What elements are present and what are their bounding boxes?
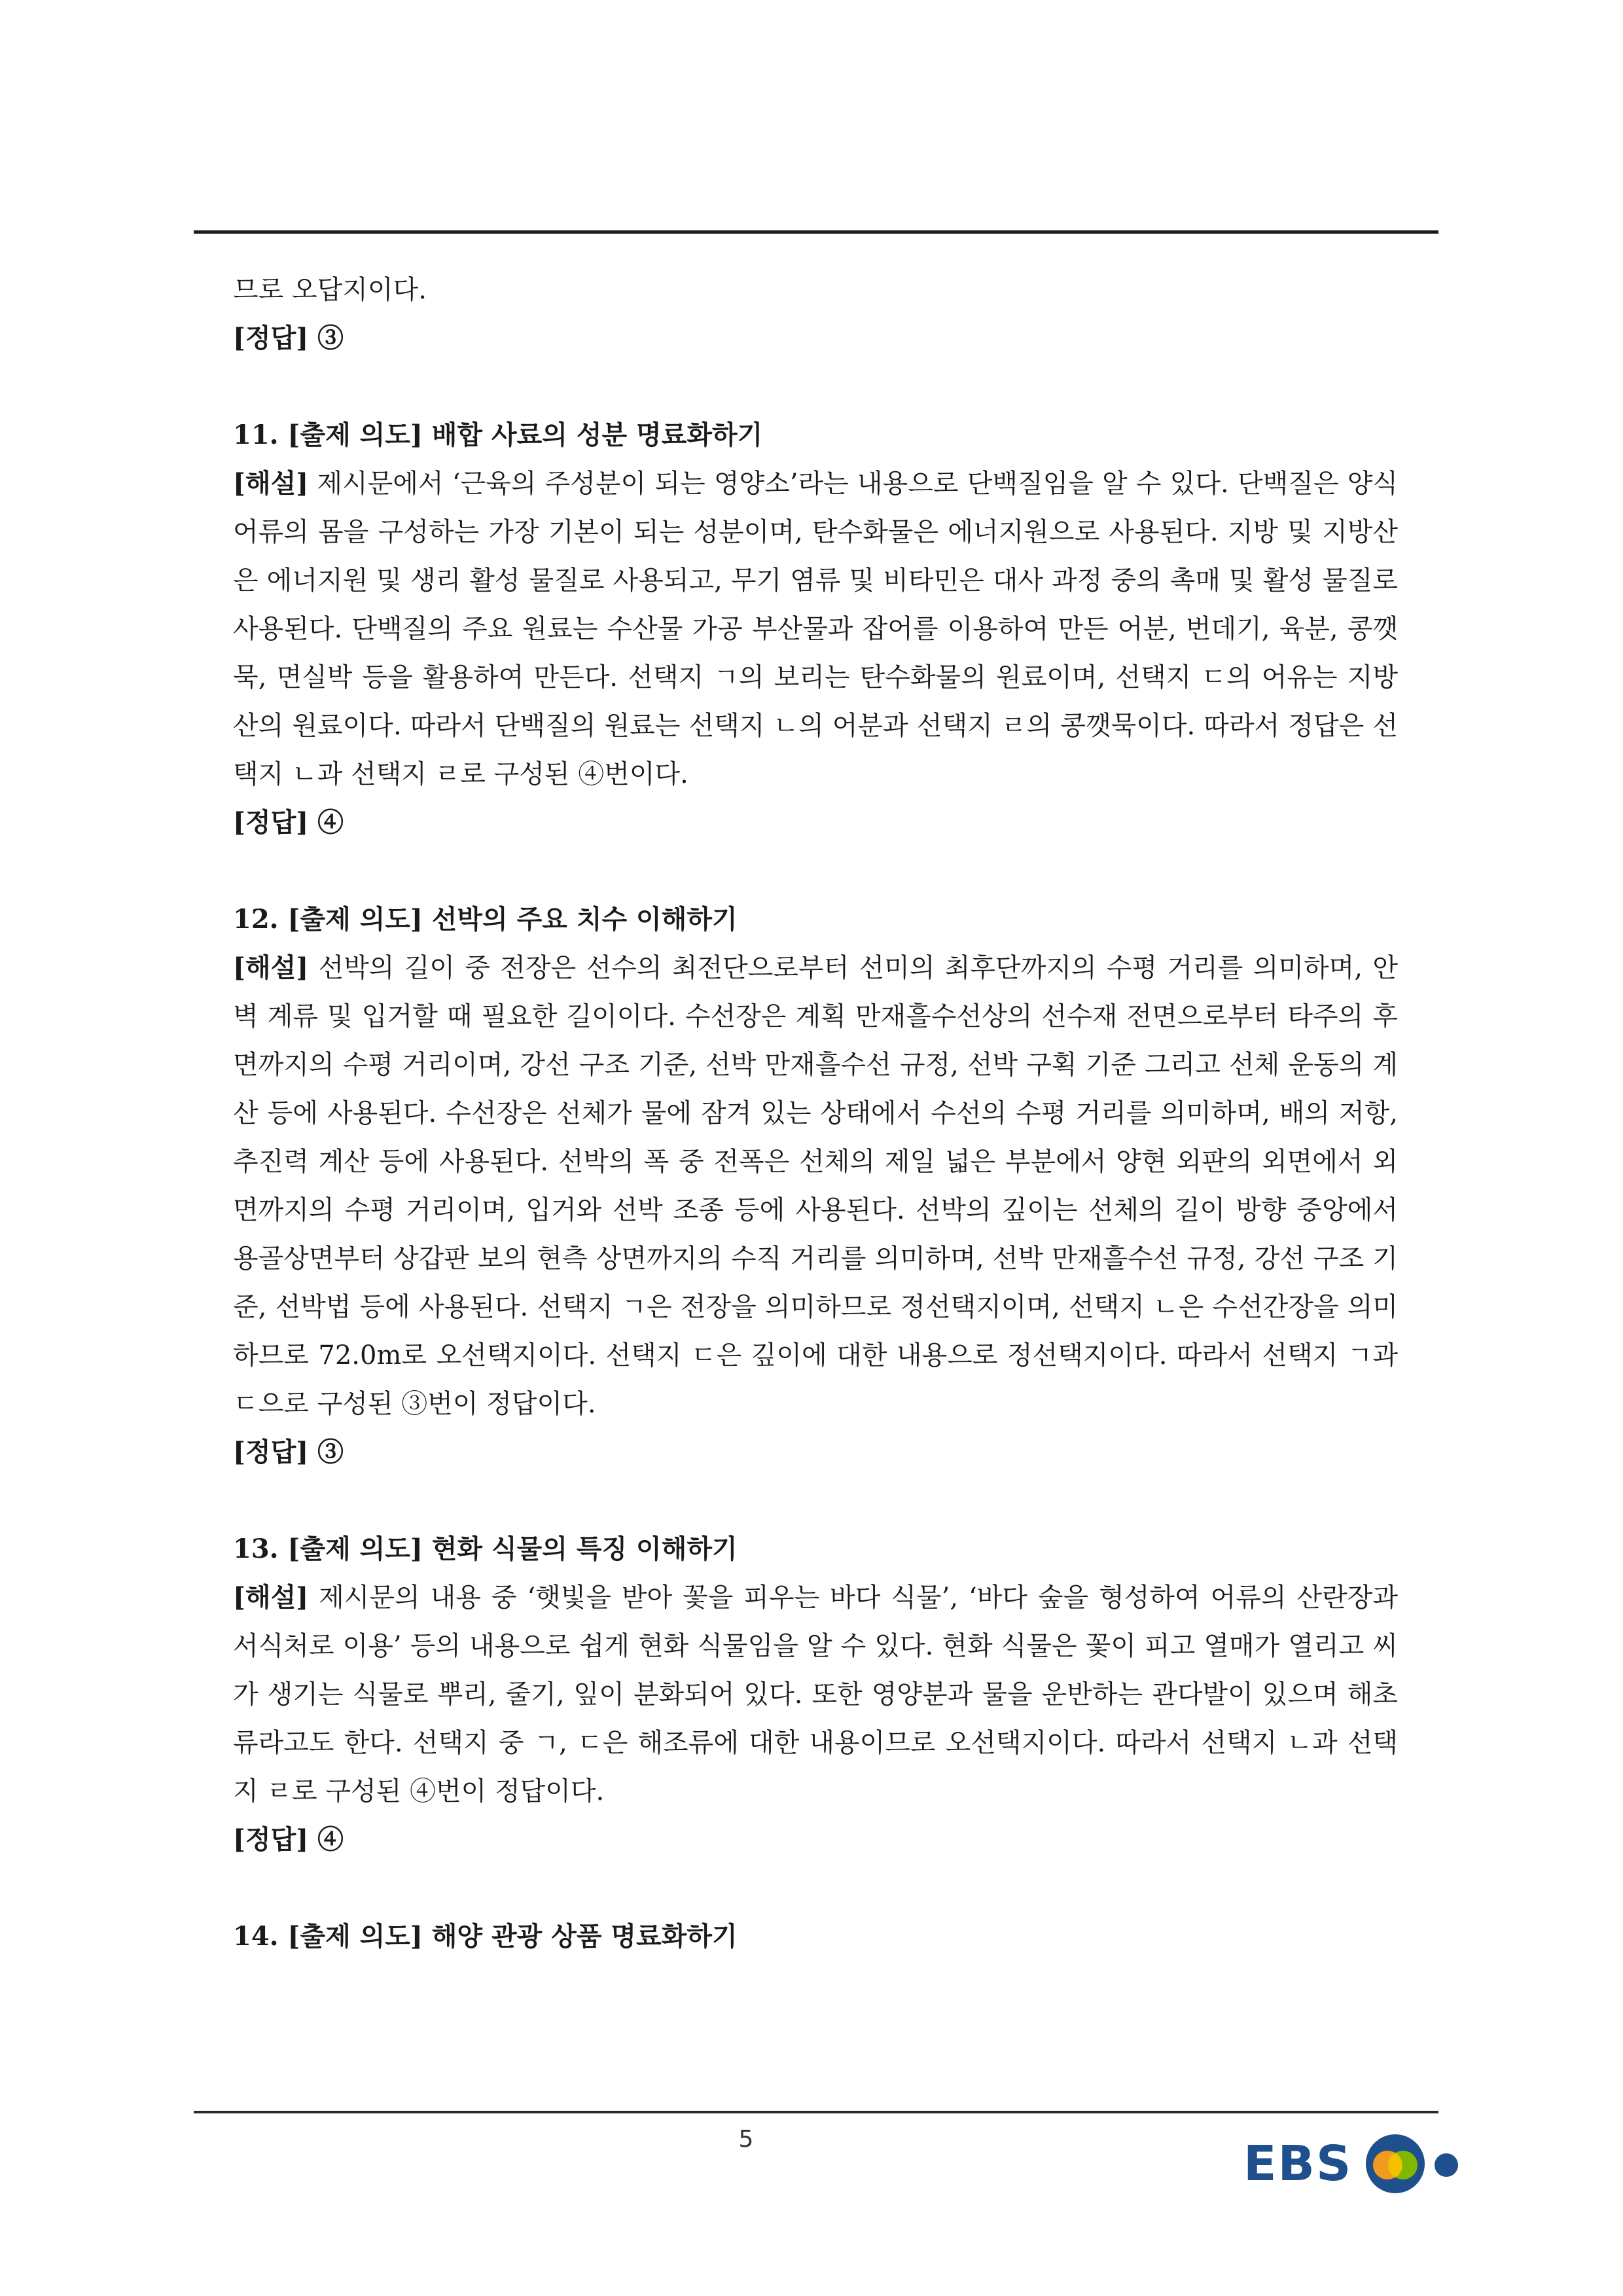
page-number: 5 — [738, 2126, 754, 2153]
logo-text: EBS — [1243, 2136, 1353, 2192]
question-section-12 — [233, 895, 1398, 1477]
question-section-11 — [233, 411, 1398, 847]
explanation-label: [해설] — [233, 952, 309, 983]
footer-rule — [194, 2111, 1438, 2113]
small-blue-circle — [1435, 2153, 1458, 2177]
explanation-paragraph — [233, 944, 1398, 1428]
answer-line: [정답] ③ — [233, 1437, 344, 1467]
intro-line: 므로 오답지이다. — [233, 275, 427, 305]
explanation-label: [해설] — [233, 1582, 309, 1613]
question-title: 13. [출제 의도] 현화 식물의 특징 이해하기 — [233, 1534, 738, 1564]
question-title: 11. [출제 의도] 배합 사료의 성분 명료화하기 — [233, 420, 763, 450]
question-section-13 — [233, 1525, 1398, 1864]
question-title-14: 14. [출제 의도] 해양 관광 상품 명료화하기 — [233, 1921, 738, 1952]
answer-line: [정답] ④ — [233, 1824, 344, 1855]
answer-line: [정답] ③ — [233, 323, 344, 353]
explanation-label: [해설] — [233, 468, 309, 499]
answer-line: [정답] ④ — [233, 807, 344, 838]
document-body — [233, 266, 1398, 1961]
explanation-paragraph — [233, 1573, 1398, 1816]
explanation-text: 선박의 길이 중 전장은 선수의 최전단으로부터 선미의 최후단까지의 수평 거리를 의미하며, 안벽 계류 및 입거할 때 필요한 길이이다. 수선장은 계획 만재흘수선상의 선수재 전면으로부터 타주의 후면까지의 수평 거리이며, 강선 구조 기준, 선박 만재흘수선 규정, 선박 구획 기준 그리고 선체 운동의 계산 등에 사용된다. 수선장은 선체가 물에 잠겨 있는 상태에서 수선의 수평 거리를 의미하며, 배의 저항, 추진력 계산 등에 사용된다. 선박의 폭 중 전폭은 선체의 제일 넓은 부분에서 양현 외판의 외면에서 외면까지의 수평 거리이며, 입거와 선박 조종 등에 사용된다. 선박의 깊이는 선체의 길이 방향 중앙에서 용골상면부터 상갑판 보의 현측 상면까지의 수직 거리를 의미하며, 선박 만재흘수선 규정, 강선 구조 기준, 선박법 등에 사용된다. 선택지 ㄱ은 전장을 의미하므로 정선택지이며, 선택지 ㄴ은 수선간장을 의미하므로 72.0m로 오선택지이다. 선택지 ㄷ은 깊이에 대한 내용으로 정선택지이다. 따라서 선택지 ㄱ과 ㄷ으로 구성된 ③번이 정답이다. — [233, 953, 1398, 1419]
header-rule — [194, 230, 1438, 234]
explanation-paragraph — [233, 459, 1398, 798]
ebs-logo — [1243, 2131, 1479, 2197]
explanation-text: 제시문의 내용 중 ‘햇빛을 받아 꽃을 피우는 바다 식물’, ‘바다 숲을 형성하여 어류의 산란장과 서식처로 이용’ 등의 내용으로 쉽게 현화 식물임을 알 수 있다. 현화 식물은 꽃이 피고 열매가 열리고 씨가 생기는 식물로 뿌리, 줄기, 잎이 분화되어 있다. 또한 영양분과 물을 운반하는 관다발이 있으며 해초류라고도 한다. 선택지 중 ㄱ, ㄷ은 해조류에 대한 내용이므로 오선택지이다. 따라서 선택지 ㄴ과 선택지 ㄹ로 구성된 ④번이 정답이다. — [233, 1583, 1398, 1806]
explanation-text: 제시문에서 ‘근육의 주성분이 되는 영양소’라는 내용으로 단백질임을 알 수 있다. 단백질은 양식 어류의 몸을 구성하는 가장 기본이 되는 성분이며, 탄수화물은 에너지원으로 사용된다. 지방 및 지방산은 에너지원 및 생리 활성 물질로 사용되고, 무기 염류 및 비타민은 대사 과정 중의 촉매 및 활성 물질로 사용된다. 단백질의 주요 원료는 수산물 가공 부산물과 잡어를 이용하여 만든 어분, 번데기, 육분, 콩깻묵, 면실박 등을 활용하여 만든다. 선택지 ㄱ의 보리는 탄수화물의 원료이며, 선택지 ㄷ의 어유는 지방산의 원료이다. 따라서 단백질의 원료는 선택지 ㄴ의 어분과 선택지 ㄹ의 콩깻묵이다. 따라서 정답은 선택지 ㄴ과 선택지 ㄹ로 구성된 ④번이다. — [233, 469, 1398, 789]
ebs-circles-logo-icon — [1361, 2131, 1479, 2197]
question-title: 12. [출제 의도] 선박의 주요 치수 이해하기 — [233, 904, 738, 935]
